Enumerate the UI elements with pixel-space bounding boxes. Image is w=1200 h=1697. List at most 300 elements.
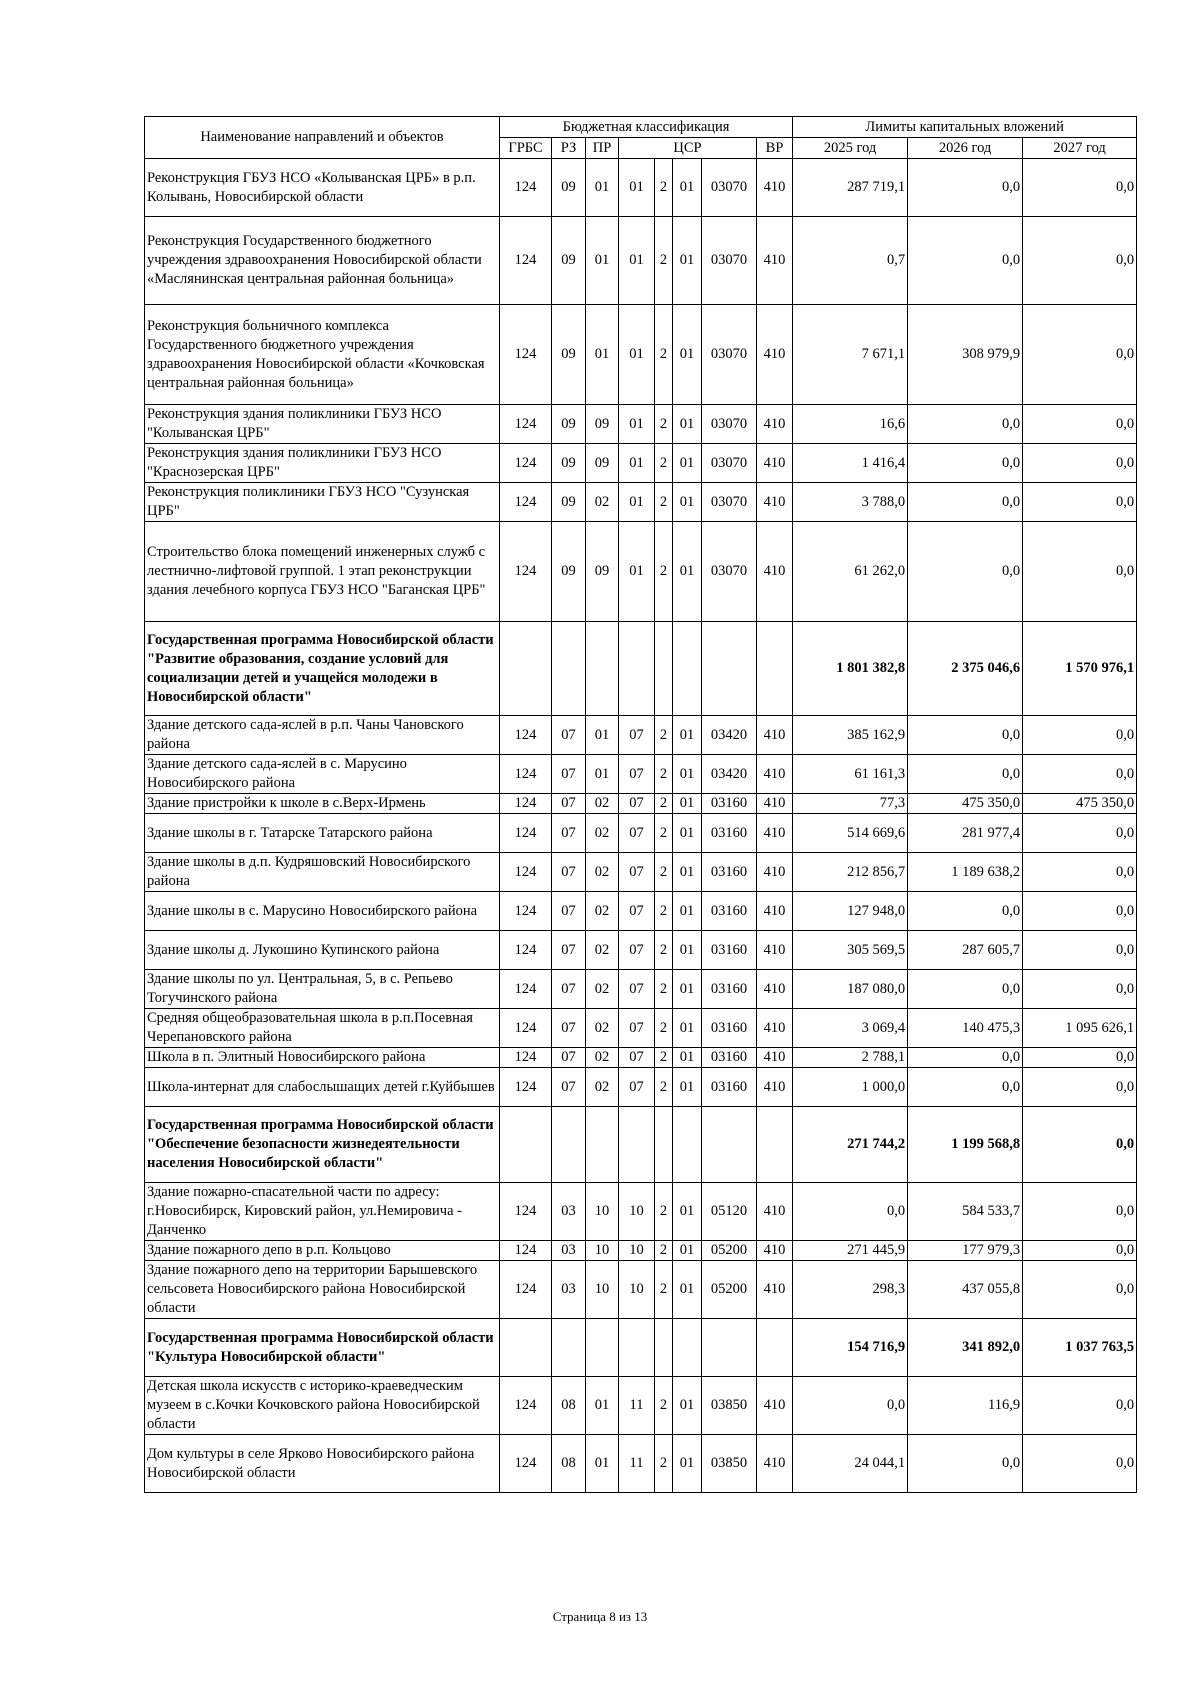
pr-cell: 02 — [586, 1048, 619, 1068]
csr-program-cell: 07 — [619, 1009, 655, 1048]
csr-direction-cell: 03420 — [702, 716, 757, 755]
csr-program-cell: 11 — [619, 1377, 655, 1435]
vr-cell: 410 — [757, 159, 793, 217]
page-number: Страница 8 из 13 — [552, 1609, 648, 1624]
row-name-cell: Реконструкция Государственного бюджетного учреждения здравоохранения Новосибирской области «Маслянинская центральная районная больница» — [145, 217, 500, 305]
limit-2026-cell: 475 350,0 — [908, 794, 1023, 814]
csr-subprogram-cell: 01 — [673, 755, 702, 794]
csr-type-cell: 2 — [655, 405, 673, 444]
rz-cell: 09 — [552, 522, 586, 622]
csr-subprogram-cell: 01 — [673, 931, 702, 970]
row-name-cell: Государственная программа Новосибирской области "Обеспечение безопасности жизнедеятельности населения Новосибирской области" — [145, 1107, 500, 1183]
pr-cell: 01 — [586, 217, 619, 305]
row-name-cell: Школа-интернат для слабослышащих детей г.Куйбышев — [145, 1068, 500, 1107]
table-row — [145, 1183, 1137, 1241]
csr-type-cell: 2 — [655, 444, 673, 483]
vr-cell: 410 — [757, 1377, 793, 1435]
row-name-cell: Здание детского сада-яслей в с. Марусино Новосибирского района — [145, 755, 500, 794]
limit-2025-cell: 3 788,0 — [793, 483, 908, 522]
limit-2025-cell: 61 262,0 — [793, 522, 908, 622]
csr-direction-cell: 03160 — [702, 1068, 757, 1107]
budget-classification-header: Бюджетная классификация — [500, 117, 793, 138]
csr-subprogram-cell: 01 — [673, 716, 702, 755]
pr-cell: 01 — [586, 159, 619, 217]
table-row — [145, 522, 1137, 622]
csr-direction-cell: 03160 — [702, 931, 757, 970]
vr-cell: 410 — [757, 217, 793, 305]
row-name-cell: Школа в п. Элитный Новосибирского района — [145, 1048, 500, 1068]
limit-2026-cell: 0,0 — [908, 892, 1023, 931]
vr-cell: 410 — [757, 1009, 793, 1048]
limit-2025-cell: 305 569,5 — [793, 931, 908, 970]
rz-cell: 07 — [552, 755, 586, 794]
limit-2027-cell: 0,0 — [1023, 892, 1137, 931]
grbs-cell — [500, 1107, 552, 1183]
csr-direction-cell — [702, 1107, 757, 1183]
csr-type-cell: 2 — [655, 1261, 673, 1319]
vr-cell: 410 — [757, 970, 793, 1009]
grbs-cell: 124 — [500, 522, 552, 622]
rz-cell — [552, 1107, 586, 1183]
table-row — [145, 483, 1137, 522]
limit-2026-cell: 0,0 — [908, 217, 1023, 305]
limit-2026-cell: 140 475,3 — [908, 1009, 1023, 1048]
csr-type-cell: 2 — [655, 1377, 673, 1435]
limit-2025-cell: 1 416,4 — [793, 444, 908, 483]
limit-2027-cell: 0,0 — [1023, 1068, 1137, 1107]
row-name-cell: Здание пожарного депо на территории Барышевского сельсовета Новосибирского района Новосибирской области — [145, 1261, 500, 1319]
row-name-cell: Здание пристройки к школе в с.Верх-Ирмень — [145, 794, 500, 814]
table-row — [145, 1068, 1137, 1107]
grbs-cell: 124 — [500, 1183, 552, 1241]
csr-direction-cell: 03850 — [702, 1435, 757, 1493]
rz-cell: 07 — [552, 970, 586, 1009]
csr-program-cell: 01 — [619, 159, 655, 217]
limit-2026-cell: 2 375 046,6 — [908, 622, 1023, 716]
pr-cell: 01 — [586, 716, 619, 755]
row-name-cell: Здание детского сада-яслей в р.п. Чаны Чановского района — [145, 716, 500, 755]
vr-cell: 410 — [757, 1241, 793, 1261]
csr-program-cell: 07 — [619, 755, 655, 794]
row-name-cell: Здание школы в с. Марусино Новосибирского района — [145, 892, 500, 931]
limit-2027-cell: 0,0 — [1023, 1048, 1137, 1068]
vr-cell: 410 — [757, 305, 793, 405]
limit-2027-cell: 1 037 763,5 — [1023, 1319, 1137, 1377]
vr-cell: 410 — [757, 853, 793, 892]
csr-direction-cell: 03160 — [702, 1048, 757, 1068]
grbs-cell: 124 — [500, 217, 552, 305]
limit-2025-cell: 514 669,6 — [793, 814, 908, 853]
limit-2026-cell: 0,0 — [908, 1048, 1023, 1068]
grbs-cell: 124 — [500, 1068, 552, 1107]
limit-2027-cell: 0,0 — [1023, 483, 1137, 522]
csr-direction-cell: 05200 — [702, 1241, 757, 1261]
limit-2027-cell: 0,0 — [1023, 305, 1137, 405]
limit-2026-cell: 0,0 — [908, 755, 1023, 794]
csr-type-cell: 2 — [655, 970, 673, 1009]
csr-subprogram-cell: 01 — [673, 1009, 702, 1048]
row-name-cell: Государственная программа Новосибирской области "Культура Новосибирской области" — [145, 1319, 500, 1377]
row-name-cell: Здание школы в г. Татарске Татарского района — [145, 814, 500, 853]
row-name-cell: Дом культуры в селе Ярково Новосибирского района Новосибирской области — [145, 1435, 500, 1493]
limit-2027-cell: 0,0 — [1023, 814, 1137, 853]
table-row — [145, 794, 1137, 814]
csr-subprogram-cell: 01 — [673, 814, 702, 853]
limit-2027-cell: 0,0 — [1023, 853, 1137, 892]
program-row — [145, 1107, 1137, 1183]
limit-2025-cell: 298,3 — [793, 1261, 908, 1319]
limit-2025-cell: 0,0 — [793, 1183, 908, 1241]
csr-subprogram-cell: 01 — [673, 1068, 702, 1107]
csr-subprogram-cell: 01 — [673, 444, 702, 483]
csr-program-cell: 01 — [619, 405, 655, 444]
limit-2027-cell: 0,0 — [1023, 522, 1137, 622]
csr-type-cell: 2 — [655, 853, 673, 892]
pr-cell: 10 — [586, 1183, 619, 1241]
rz-cell: 07 — [552, 892, 586, 931]
csr-program-cell: 07 — [619, 716, 655, 755]
rz-cell: 08 — [552, 1435, 586, 1493]
limit-2026-cell: 584 533,7 — [908, 1183, 1023, 1241]
csr-subprogram-cell: 01 — [673, 305, 702, 405]
year-2027-header: 2027 год — [1023, 138, 1137, 159]
row-name-cell: Детская школа искусств с историко-краеведческим музеем в с.Кочки Кочковского района Новосибирской области — [145, 1377, 500, 1435]
table-row — [145, 217, 1137, 305]
csr-type-cell: 2 — [655, 1183, 673, 1241]
csr-subprogram-cell: 01 — [673, 522, 702, 622]
csr-direction-cell: 03160 — [702, 970, 757, 1009]
csr-program-cell: 10 — [619, 1261, 655, 1319]
csr-subprogram-cell: 01 — [673, 159, 702, 217]
csr-direction-cell: 03850 — [702, 1377, 757, 1435]
grbs-cell: 124 — [500, 305, 552, 405]
pr-cell: 02 — [586, 1068, 619, 1107]
pr-cell: 09 — [586, 444, 619, 483]
vr-cell: 410 — [757, 1261, 793, 1319]
csr-subprogram-cell: 01 — [673, 1435, 702, 1493]
table-body — [145, 159, 1137, 1493]
rz-cell: 07 — [552, 814, 586, 853]
csr-direction-cell: 03070 — [702, 405, 757, 444]
csr-program-cell: 07 — [619, 931, 655, 970]
grbs-cell: 124 — [500, 1009, 552, 1048]
pr-cell: 02 — [586, 483, 619, 522]
csr-type-cell — [655, 622, 673, 716]
grbs-cell: 124 — [500, 1241, 552, 1261]
csr-direction-cell: 05200 — [702, 1261, 757, 1319]
grbs-cell: 124 — [500, 405, 552, 444]
limit-2025-cell: 287 719,1 — [793, 159, 908, 217]
csr-subprogram-cell: 01 — [673, 1241, 702, 1261]
limit-2027-cell: 0,0 — [1023, 1261, 1137, 1319]
table-row — [145, 1009, 1137, 1048]
rz-cell: 07 — [552, 853, 586, 892]
row-name-cell: Средняя общеобразовательная школа в р.п.Посевная Черепановского района — [145, 1009, 500, 1048]
grbs-cell: 124 — [500, 931, 552, 970]
row-name-cell: Реконструкция ГБУЗ НСО «Колыванская ЦРБ» в р.п. Колывань, Новосибирской области — [145, 159, 500, 217]
vr-cell: 410 — [757, 716, 793, 755]
csr-type-cell: 2 — [655, 1048, 673, 1068]
pr-cell: 01 — [586, 755, 619, 794]
rz-cell: 03 — [552, 1183, 586, 1241]
rz-cell: 09 — [552, 405, 586, 444]
row-name-cell: Реконструкция больничного комплекса Государственного бюджетного учреждения здравоохранения Новосибирской области «Кочковская центральная районная больница» — [145, 305, 500, 405]
limit-2027-cell: 0,0 — [1023, 755, 1137, 794]
pr-cell: 02 — [586, 970, 619, 1009]
csr-type-cell: 2 — [655, 794, 673, 814]
csr-program-cell: 11 — [619, 1435, 655, 1493]
vr-cell: 410 — [757, 483, 793, 522]
limit-2027-cell: 0,0 — [1023, 1241, 1137, 1261]
csr-direction-cell: 03070 — [702, 305, 757, 405]
csr-subprogram-cell: 01 — [673, 1261, 702, 1319]
pr-cell: 09 — [586, 522, 619, 622]
limit-2027-cell: 475 350,0 — [1023, 794, 1137, 814]
csr-header: ЦСР — [619, 138, 757, 159]
limit-2026-cell: 1 189 638,2 — [908, 853, 1023, 892]
pr-cell: 02 — [586, 794, 619, 814]
limit-2027-cell: 0,0 — [1023, 1377, 1137, 1435]
table-row — [145, 716, 1137, 755]
rz-cell — [552, 1319, 586, 1377]
csr-subprogram-cell: 01 — [673, 1183, 702, 1241]
limit-2025-cell: 3 069,4 — [793, 1009, 908, 1048]
grbs-cell: 124 — [500, 892, 552, 931]
pr-cell: 02 — [586, 931, 619, 970]
vr-cell: 410 — [757, 892, 793, 931]
table-row — [145, 853, 1137, 892]
csr-type-cell: 2 — [655, 217, 673, 305]
csr-program-cell: 01 — [619, 522, 655, 622]
limit-2025-cell: 7 671,1 — [793, 305, 908, 405]
pr-cell: 01 — [586, 305, 619, 405]
row-name-cell: Строительство блока помещений инженерных служб с лестнично-лифтовой группой. 1 этап реконструкции здания лечебного корпуса ГБУЗ НСО "Баганская ЦРБ" — [145, 522, 500, 622]
table-row — [145, 1048, 1137, 1068]
limit-2026-cell: 177 979,3 — [908, 1241, 1023, 1261]
limit-2026-cell: 281 977,4 — [908, 814, 1023, 853]
csr-subprogram-cell: 01 — [673, 217, 702, 305]
grbs-cell: 124 — [500, 970, 552, 1009]
limit-2026-cell: 0,0 — [908, 483, 1023, 522]
limit-2026-cell: 0,0 — [908, 1435, 1023, 1493]
row-name-cell: Реконструкция здания поликлиники ГБУЗ НСО "Колыванская ЦРБ" — [145, 405, 500, 444]
csr-direction-cell — [702, 1319, 757, 1377]
vr-cell — [757, 1107, 793, 1183]
csr-type-cell: 2 — [655, 931, 673, 970]
limit-2026-cell: 437 055,8 — [908, 1261, 1023, 1319]
limit-2025-cell: 0,7 — [793, 217, 908, 305]
grbs-cell — [500, 1319, 552, 1377]
csr-direction-cell: 03070 — [702, 483, 757, 522]
csr-subprogram-cell — [673, 1319, 702, 1377]
csr-subprogram-cell: 01 — [673, 853, 702, 892]
grbs-cell: 124 — [500, 1435, 552, 1493]
table-row — [145, 405, 1137, 444]
table-row — [145, 892, 1137, 931]
grbs-header: ГРБС — [500, 138, 552, 159]
csr-type-cell: 2 — [655, 814, 673, 853]
row-name-cell: Здание пожарно-спасательной части по адресу: г.Новосибирск, Кировский район, ул.Немировича - Данченко — [145, 1183, 500, 1241]
vr-cell — [757, 622, 793, 716]
csr-subprogram-cell: 01 — [673, 970, 702, 1009]
csr-direction-cell: 03160 — [702, 1009, 757, 1048]
csr-type-cell: 2 — [655, 892, 673, 931]
limit-2027-cell: 0,0 — [1023, 217, 1137, 305]
csr-program-cell: 07 — [619, 892, 655, 931]
rz-cell: 09 — [552, 217, 586, 305]
rz-cell: 03 — [552, 1241, 586, 1261]
grbs-cell: 124 — [500, 814, 552, 853]
csr-direction-cell: 03070 — [702, 444, 757, 483]
csr-program-cell: 01 — [619, 217, 655, 305]
limit-2025-cell: 127 948,0 — [793, 892, 908, 931]
limit-2027-cell: 0,0 — [1023, 405, 1137, 444]
grbs-cell: 124 — [500, 159, 552, 217]
csr-type-cell: 2 — [655, 1009, 673, 1048]
csr-direction-cell: 03070 — [702, 522, 757, 622]
rz-cell: 07 — [552, 1009, 586, 1048]
grbs-cell: 124 — [500, 755, 552, 794]
limit-2026-cell: 287 605,7 — [908, 931, 1023, 970]
limit-2025-cell: 0,0 — [793, 1377, 908, 1435]
rz-cell: 07 — [552, 794, 586, 814]
limit-2026-cell: 1 199 568,8 — [908, 1107, 1023, 1183]
csr-program-cell: 10 — [619, 1183, 655, 1241]
csr-subprogram-cell: 01 — [673, 483, 702, 522]
csr-subprogram-cell: 01 — [673, 405, 702, 444]
csr-direction-cell: 03070 — [702, 159, 757, 217]
csr-program-cell: 07 — [619, 814, 655, 853]
csr-program-cell: 01 — [619, 444, 655, 483]
table-row — [145, 305, 1137, 405]
limit-2026-cell: 0,0 — [908, 522, 1023, 622]
rz-cell: 09 — [552, 483, 586, 522]
table-row — [145, 814, 1137, 853]
csr-program-cell: 07 — [619, 970, 655, 1009]
limit-2026-cell: 0,0 — [908, 716, 1023, 755]
csr-subprogram-cell — [673, 1107, 702, 1183]
table-row — [145, 1241, 1137, 1261]
limit-2027-cell: 0,0 — [1023, 444, 1137, 483]
pr-cell: 02 — [586, 892, 619, 931]
limit-2027-cell: 1 570 976,1 — [1023, 622, 1137, 716]
csr-program-cell: 01 — [619, 483, 655, 522]
csr-type-cell — [655, 1319, 673, 1377]
csr-program-cell: 01 — [619, 305, 655, 405]
vr-cell: 410 — [757, 794, 793, 814]
limit-2026-cell: 0,0 — [908, 405, 1023, 444]
csr-type-cell: 2 — [655, 159, 673, 217]
table-row — [145, 970, 1137, 1009]
rz-cell: 07 — [552, 1048, 586, 1068]
limit-2025-cell: 154 716,9 — [793, 1319, 908, 1377]
limit-2026-cell: 0,0 — [908, 159, 1023, 217]
year-2026-header: 2026 год — [908, 138, 1023, 159]
limit-2025-cell: 1 000,0 — [793, 1068, 908, 1107]
limit-2026-cell: 341 892,0 — [908, 1319, 1023, 1377]
limit-2025-cell: 2 788,1 — [793, 1048, 908, 1068]
row-name-cell: Здание школы в д.п. Кудряшовский Новосибирского района — [145, 853, 500, 892]
limit-2025-cell: 16,6 — [793, 405, 908, 444]
pr-cell: 02 — [586, 853, 619, 892]
rz-cell: 09 — [552, 159, 586, 217]
vr-cell: 410 — [757, 814, 793, 853]
limit-2025-cell: 212 856,7 — [793, 853, 908, 892]
row-name-cell: Реконструкция поликлиники ГБУЗ НСО "Сузунская ЦРБ" — [145, 483, 500, 522]
rz-cell: 08 — [552, 1377, 586, 1435]
grbs-cell: 124 — [500, 716, 552, 755]
vr-cell: 410 — [757, 444, 793, 483]
grbs-cell: 124 — [500, 1261, 552, 1319]
limit-2025-cell: 385 162,9 — [793, 716, 908, 755]
capital-limits-header: Лимиты капитальных вложений — [793, 117, 1137, 138]
rz-cell: 07 — [552, 931, 586, 970]
csr-direction-cell: 03160 — [702, 853, 757, 892]
grbs-cell: 124 — [500, 483, 552, 522]
rz-cell — [552, 622, 586, 716]
pr-cell: 02 — [586, 1009, 619, 1048]
rz-cell: 09 — [552, 444, 586, 483]
csr-direction-cell: 03160 — [702, 892, 757, 931]
vr-cell: 410 — [757, 405, 793, 444]
csr-type-cell: 2 — [655, 483, 673, 522]
vr-cell: 410 — [757, 522, 793, 622]
vr-cell — [757, 1319, 793, 1377]
limit-2026-cell: 116,9 — [908, 1377, 1023, 1435]
limit-2025-cell: 187 080,0 — [793, 970, 908, 1009]
pr-cell: 01 — [586, 1377, 619, 1435]
csr-type-cell: 2 — [655, 755, 673, 794]
pr-header: ПР — [586, 138, 619, 159]
grbs-cell: 124 — [500, 1048, 552, 1068]
vr-cell: 410 — [757, 1183, 793, 1241]
csr-subprogram-cell: 01 — [673, 794, 702, 814]
limit-2027-cell: 0,0 — [1023, 1183, 1137, 1241]
table-row — [145, 755, 1137, 794]
pr-cell: 10 — [586, 1241, 619, 1261]
pr-cell — [586, 1107, 619, 1183]
grbs-cell — [500, 622, 552, 716]
limit-2027-cell: 0,0 — [1023, 931, 1137, 970]
grbs-cell: 124 — [500, 1377, 552, 1435]
csr-direction-cell: 03070 — [702, 217, 757, 305]
csr-program-cell — [619, 1107, 655, 1183]
table-row — [145, 1435, 1137, 1493]
csr-program-cell — [619, 622, 655, 716]
csr-direction-cell: 03420 — [702, 755, 757, 794]
name-column-header: Наименование направлений и объектов — [145, 117, 500, 159]
grbs-cell: 124 — [500, 444, 552, 483]
pr-cell: 02 — [586, 814, 619, 853]
table-row — [145, 1377, 1137, 1435]
csr-subprogram-cell: 01 — [673, 1048, 702, 1068]
csr-program-cell — [619, 1319, 655, 1377]
csr-type-cell: 2 — [655, 1435, 673, 1493]
limit-2026-cell: 0,0 — [908, 1068, 1023, 1107]
row-name-cell: Реконструкция здания поликлиники ГБУЗ НСО "Краснозерская ЦРБ" — [145, 444, 500, 483]
limit-2025-cell: 271 445,9 — [793, 1241, 908, 1261]
csr-direction-cell: 05120 — [702, 1183, 757, 1241]
row-name-cell: Государственная программа Новосибирской области "Развитие образования, создание условий для социализации детей и учащейся молодежи в Новосибирской области" — [145, 622, 500, 716]
limit-2027-cell: 0,0 — [1023, 1435, 1137, 1493]
csr-type-cell: 2 — [655, 1068, 673, 1107]
csr-program-cell: 07 — [619, 794, 655, 814]
limit-2025-cell: 271 744,2 — [793, 1107, 908, 1183]
limit-2027-cell: 0,0 — [1023, 970, 1137, 1009]
table-row — [145, 444, 1137, 483]
program-row — [145, 1319, 1137, 1377]
vr-cell: 410 — [757, 1068, 793, 1107]
